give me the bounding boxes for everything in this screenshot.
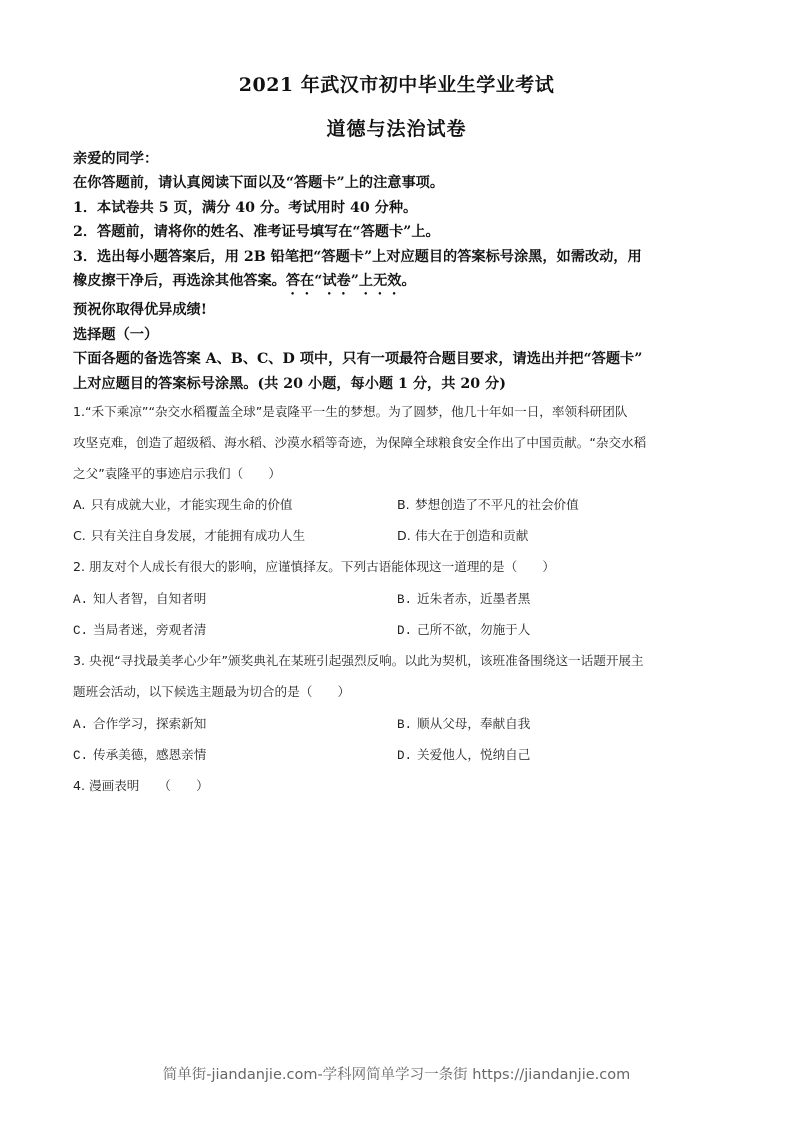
question-1-option-c[interactable] bbox=[73, 527, 305, 545]
option-text: 当局者迷，旁观者清 bbox=[93, 622, 207, 637]
instruction-item-3-plain: 橡皮擦干净后，再选涂其他答案。 bbox=[73, 273, 286, 289]
instruction-item-3-end: 。 bbox=[401, 273, 416, 289]
option-letter: C. bbox=[73, 749, 89, 763]
instructions-intro: 在你答题前，请认真阅读下面以及“答题卡”上的注意事项。 bbox=[73, 175, 445, 191]
option-text: 顺从父母，奉献自我 bbox=[417, 716, 531, 731]
question-2-option-b[interactable] bbox=[397, 590, 530, 609]
question-3-option-a[interactable] bbox=[73, 715, 206, 734]
option-text: 只有关注自身发展，才能拥有成功人生 bbox=[91, 528, 306, 543]
option-text: 合作学习，探索新知 bbox=[93, 716, 207, 731]
option-text: 关爱他人，悦纳自己 bbox=[417, 747, 531, 762]
instruction-item-3-emphasis: 答在“试卷”上无效 bbox=[285, 273, 402, 289]
question-2-line-1: 2. 朋友对个人成长有很大的影响，应谨慎择友。下列古语能体现这一道理的是（ ） bbox=[73, 559, 555, 574]
option-letter: B. bbox=[397, 593, 413, 607]
option-text: 只有成就大业，才能实现生命的价值 bbox=[91, 497, 293, 512]
option-letter: B. bbox=[397, 718, 413, 732]
option-letter: A. bbox=[73, 497, 86, 512]
instruction-item-1: 1．本试卷共 5 页，满分 40 分。考试用时 40 分种。 bbox=[73, 200, 418, 216]
question-4-line-1: 4. 漫画表明 （ ） bbox=[73, 778, 209, 793]
question-3-line-1: 3. 央视“寻找最美孝心少年”颁奖典礼在某班引起强烈反响。以此为契机，该班准备围绕这一话题开展主 bbox=[73, 653, 644, 668]
option-text: 梦想创造了不平凡的社会价值 bbox=[415, 497, 579, 512]
question-1-option-b[interactable] bbox=[397, 496, 579, 514]
instruction-item-3: 3．选出每小题答案后，用 2B 铅笔把“答题卡”上对应题目的答案标号涂黑，如需改动，用 bbox=[73, 249, 642, 265]
section-title: 选择题（一） bbox=[73, 327, 159, 343]
question-2-option-c[interactable] bbox=[73, 621, 206, 640]
question-3-line-2: 题班会活动，以下候选主题最为切合的是（ ） bbox=[73, 684, 351, 699]
option-letter: D. bbox=[397, 528, 411, 543]
option-letter: A. bbox=[73, 718, 89, 732]
option-text: 知人者智，自知者明 bbox=[93, 591, 207, 606]
question-1-option-a[interactable] bbox=[73, 496, 293, 514]
exam-title: 2021 年武汉市初中毕业生学业考试 bbox=[238, 74, 555, 96]
question-1-line-3: 之父”袁隆平的事迹启示我们（ ） bbox=[73, 466, 282, 481]
option-letter: A. bbox=[73, 593, 89, 607]
option-text: 己所不欲，勿施于人 bbox=[417, 622, 531, 637]
instruction-item-3-continued bbox=[73, 271, 416, 298]
option-letter: D. bbox=[397, 624, 413, 638]
option-letter: D. bbox=[397, 749, 413, 763]
greeting: 亲爱的同学： bbox=[73, 151, 159, 167]
question-3-option-b[interactable] bbox=[397, 715, 530, 734]
question-1-option-d[interactable] bbox=[397, 527, 528, 545]
question-2-option-d[interactable] bbox=[397, 621, 530, 640]
option-text: 伟大在于创造和贡献 bbox=[415, 528, 529, 543]
question-3-option-c[interactable] bbox=[73, 746, 206, 765]
option-text: 近朱者赤，近墨者黑 bbox=[417, 591, 531, 606]
instruction-item-2: 2．答题前，请将你的姓名、准考证号填写在“答题卡”上。 bbox=[73, 224, 440, 240]
section-desc-line-1: 下面各题的备选答案 A、B、C、D 项中，只有一项最符合题目要求，请选出并把“答题卡” bbox=[73, 351, 643, 367]
question-1-line-1: 1.“禾下乘凉”“杂交水稻覆盖全球”是袁隆平一生的梦想。为了圆梦，他几十年如一日，率领科研团队 bbox=[73, 404, 628, 419]
wish-line: 预祝你取得优异成绩! bbox=[73, 302, 207, 318]
section-desc-line-2: 上对应题目的答案标号涂黑。(共 20 小题，每小题 1 分，共 20 分) bbox=[73, 376, 506, 392]
question-2-option-a[interactable] bbox=[73, 590, 206, 609]
option-letter: C. bbox=[73, 624, 89, 638]
exam-subtitle: 道德与法治试卷 bbox=[326, 118, 467, 140]
option-text: 传承美德，感恩亲情 bbox=[93, 747, 207, 762]
option-letter: C. bbox=[73, 528, 86, 543]
question-1-line-2: 攻坚克难，创造了超级稻、海水稻、沙漠水稻等奇迹，为保障全球粮食安全作出了中国贡献。“杂交水稻 bbox=[73, 435, 647, 450]
question-3-option-d[interactable] bbox=[397, 746, 530, 765]
option-letter: B. bbox=[397, 497, 410, 512]
footer-watermark: 简单街-jiandanjie.com-学科网简单学习一条街 https://jiandanjie.com bbox=[162, 1067, 631, 1083]
